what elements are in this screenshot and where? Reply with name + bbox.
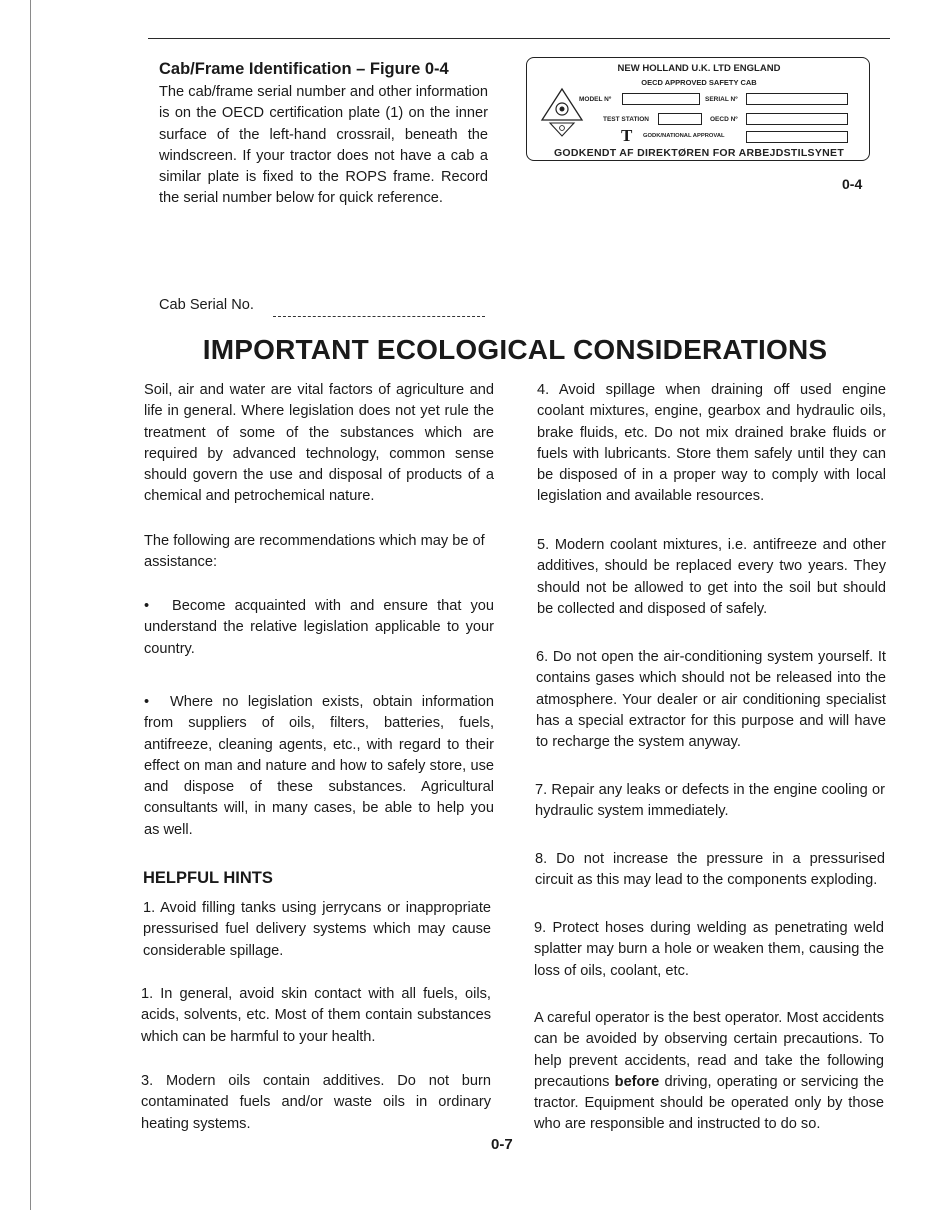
bullet-text-1: Become acquainted with and ensure that you understand the relative legislation applicable to your country. [144, 598, 494, 657]
cab-section-text: The cab/frame serial number and other information is on the OECD certification plate (1) on the inner surface of the left-hand crossrail, beneath the windscreen. If your tractor does not have a cab a similar plate is fixed to the ROPS frame. Record the serial number below for quick reference. [159, 84, 488, 207]
plate-footer: GODKENDT AF DIREKTØREN FOR ARBEJDSTILSYNET [553, 147, 845, 159]
item-8: 8. Do not increase the pressure in a pressurised circuit as this may lead to the components exploding. [535, 851, 885, 889]
page-number: 0-7 [491, 1136, 513, 1153]
main-heading: IMPORTANT ECOLOGICAL CONSIDERATIONS [202, 334, 828, 365]
cab-section-heading: Cab/Frame Identification – Figure 0-4 [159, 60, 449, 78]
plate-oecd-label: OECD Nº [710, 116, 738, 123]
plate-line2: OECD APPROVED SAFETY CAB [641, 78, 757, 87]
bullet-text-2: Where no legislation exists, obtain information from suppliers of oils, filters, batteries, fuels, antifreeze, cleaning agents, etc., with regard to their effect on man and nature and how to safely store, use and dispose of these substances. Agricultural consultants will, in many cases, be able to help you as well. [144, 694, 494, 838]
item-4: 4. Avoid spillage when draining off used engine coolant mixtures, engine, gearbox and hydraulic oils, brake fluids, etc. Do not mix drained brake fluids or fuels with lubricants. Store them safely until they can be disposed of in a proper way to comply with local legislation and available resources. [537, 382, 886, 505]
intro-paragraph: Soil, air and water are vital factors of agriculture and life in general. Where legislation does not yet rule the treatment of some of the substances which are required by advanced technology, common sense should govern the use and disposal of products of a chemical and petrochemical nature. [144, 382, 494, 505]
closing-paragraph [534, 1008, 884, 1136]
top-rule [148, 38, 890, 39]
recommendations-intro: The following are recommendations which may be of assistance: [144, 533, 485, 571]
closing-bold-word: before [614, 1073, 660, 1090]
hint-3: 3. Modern oils contain additives. Do not burn contaminated fuels and/or waste oils in ordinary heating systems. [141, 1073, 491, 1132]
hint-1: 1. Avoid filling tanks using jerrycans or inappropriate pressurised fuel delivery systems which may cause considerable spillage. [143, 900, 491, 959]
plate-model-box [622, 93, 700, 105]
oecd-emblem-icon [539, 86, 585, 142]
plate-t-mark: T [621, 126, 633, 145]
bullet-symbol: • [144, 598, 150, 614]
plate-approval-box [746, 131, 848, 143]
cab-serial-label: Cab Serial No. [159, 297, 254, 313]
binding-margin-line [30, 0, 31, 1210]
cab-serial-line [273, 316, 485, 317]
closing-text-b: driving, operating or servicing the tractor. Equipment should be operated only by those who are responsible and instructed to do so. [534, 1073, 884, 1133]
figure-label: 0-4 [842, 176, 863, 192]
plate-serial-label: SERIAL Nº [705, 96, 738, 103]
plate-serial-box [746, 93, 848, 105]
plate-test-station-box [658, 113, 702, 125]
plate-oecd-box [746, 113, 848, 125]
item-7: 7. Repair any leaks or defects in the engine cooling or hydraulic system immediately. [535, 782, 885, 820]
helpful-hints-heading: HELPFUL HINTS [143, 869, 273, 887]
item-6: 6. Do not open the air-conditioning system yourself. It contains gases which should not be released into the atmosphere. Your dealer or air conditioning specialist has a special extractor for this purpose and will have to recharge the system anyway. [536, 649, 886, 751]
item-9: 9. Protect hoses during welding as penetrating weld splatter may burn a hole or weaken them, causing the loss of oils, coolant, etc. [534, 920, 884, 979]
bullet-symbol: • [144, 694, 150, 710]
plate-model-label: MODEL Nº [579, 96, 612, 103]
plate-test-station-label: TEST STATION [603, 116, 649, 123]
plate-line1: NEW HOLLAND U.K. LTD ENGLAND [617, 63, 781, 74]
oecd-certification-plate [526, 57, 870, 161]
plate-approval-label: GODK/NATIONAL APPROVAL [643, 133, 725, 139]
hint-2: 1. In general, avoid skin contact with all fuels, oils, acids, solvents, etc. Most of them contain substances which can be harmful to your health. [141, 986, 491, 1045]
bullet-item-2 [144, 692, 494, 841]
closing-text-a: A careful operator is the best operator. Most accidents can be avoided by observing certain precautions. To help prevent accidents, read and take the following precautions [534, 1010, 884, 1090]
bullet-item-1 [144, 596, 494, 660]
item-5: 5. Modern coolant mixtures, i.e. antifreeze and other additives, should be replaced every two years. They should not be allowed to get into the soil but should be collected and disposed of safely. [537, 537, 886, 617]
